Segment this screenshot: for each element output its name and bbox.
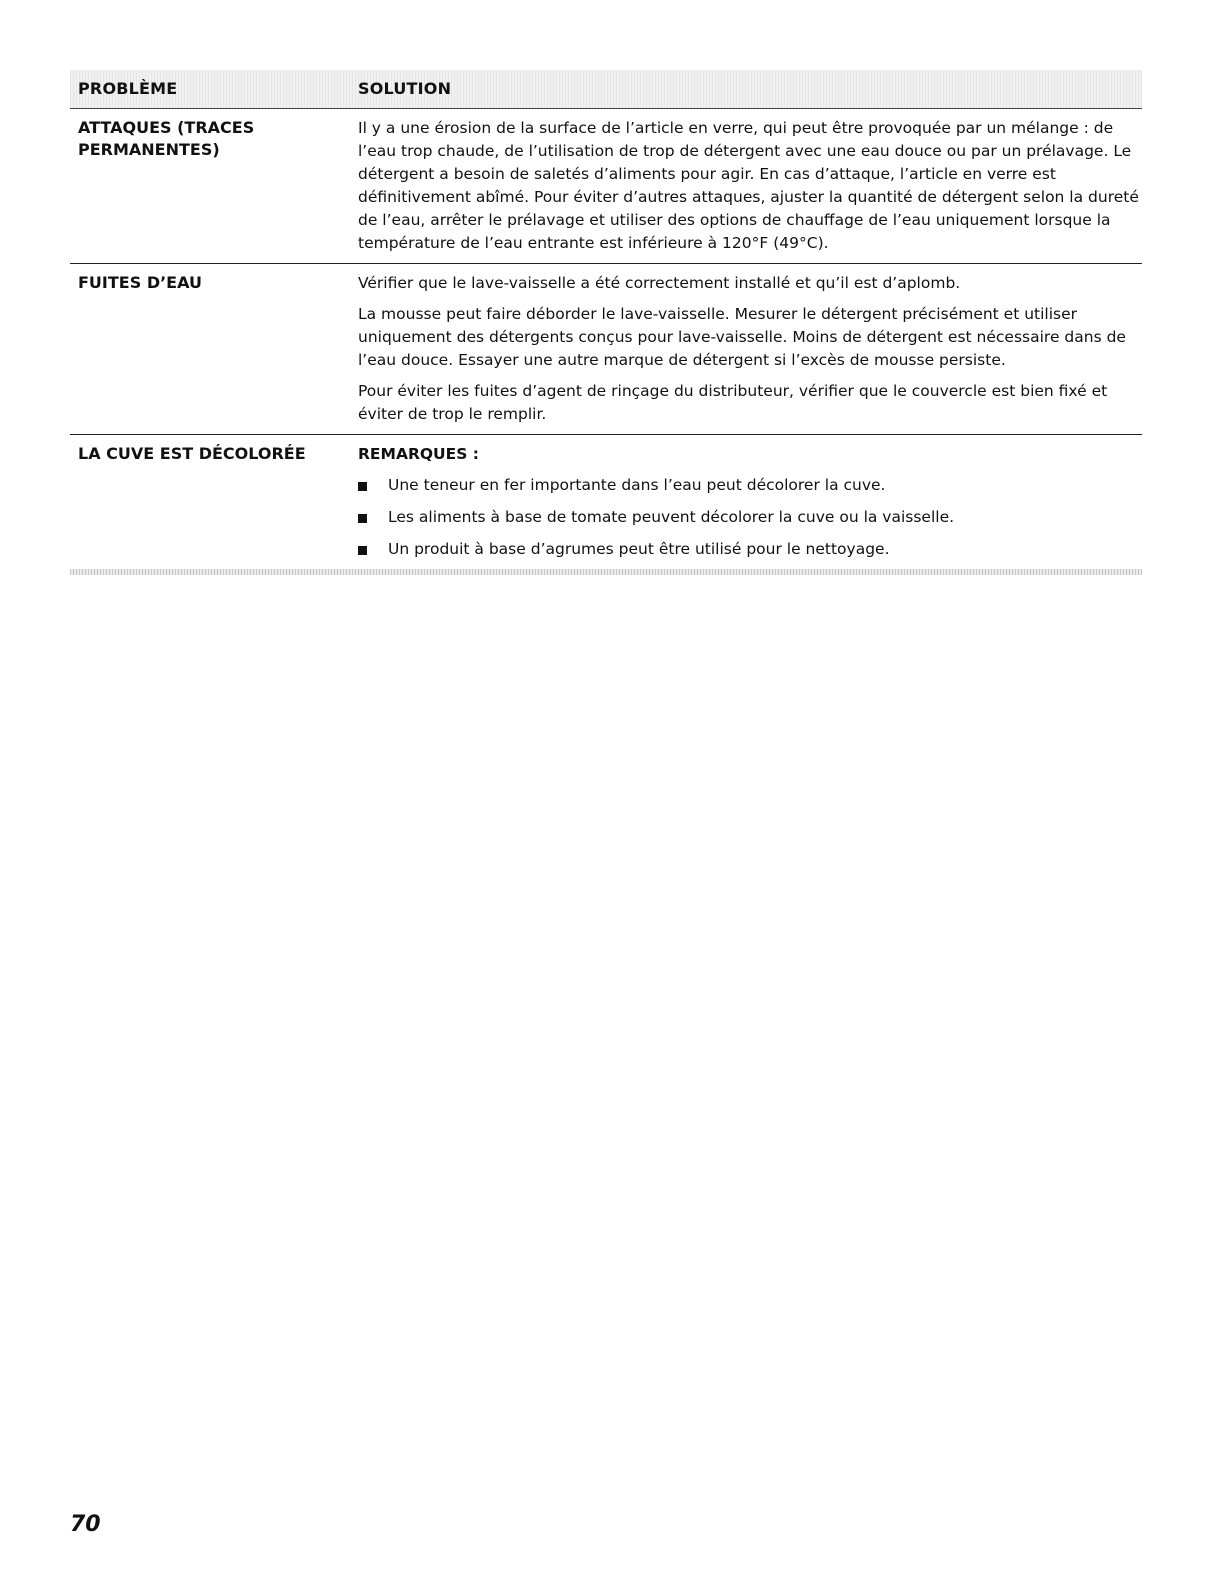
list-item-text: Une teneur en fer importante dans l’eau peut décolorer la cuve.: [388, 476, 886, 494]
list-item-text: Les aliments à base de tomate peuvent décolorer la cuve ou la vaisselle.: [388, 508, 955, 526]
list-item: [358, 474, 1142, 497]
list-item: [358, 538, 1142, 561]
problem-cell: ATTAQUES (TRACES PERMANENTES): [78, 118, 255, 159]
problem-cell: FUITES D’EAU: [78, 273, 202, 292]
solution-paragraph: La mousse peut faire déborder le lave-vaisselle. Mesurer le détergent précisément et utiliser uniquement des détergents conçus pour lave-vaisselle. Moins de détergent est nécessaire dans de l’eau douce. Essayer une autre marque de détergent si l’excès de mousse persiste.: [358, 305, 1126, 369]
square-bullet-icon: [358, 482, 367, 491]
table-row: [70, 264, 1142, 435]
table-row: [70, 435, 1142, 569]
solution-cell: [358, 435, 1142, 569]
list-item: [358, 506, 1142, 529]
solution-paragraph: Vérifier que le lave-vaisselle a été correctement installé et qu’il est d’aplomb.: [358, 274, 961, 292]
solution-cell: [358, 264, 1142, 434]
solution-paragraph: Il y a une érosion de la surface de l’article en verre, qui peut être provoquée par un mélange : de l’eau trop chaude, de l’utilisation de trop de détergent avec une eau douce ou par un prélavage. Le détergent a besoin de saletés d’aliments pour agir. En cas d’attaque, l’article en verre est définitivement abîmé. Pour éviter d’autres attaques, ajuster la quantité de détergent selon la dureté de l’eau, arrêter le prélavage et utiliser des options de chauffage de l’eau uniquement lorsque la température de l’eau entrante est inférieure à 120°F (49°C).: [358, 119, 1139, 252]
troubleshooting-table: [70, 70, 1142, 575]
table-row: [70, 109, 1142, 264]
page-number: 70: [70, 1512, 101, 1537]
header-problem: PROBLÈME: [78, 79, 178, 98]
remarks-title: REMARQUES :: [358, 445, 479, 463]
square-bullet-icon: [358, 514, 367, 523]
list-item-text: Un produit à base d’agrumes peut être utilisé pour le nettoyage.: [388, 540, 890, 558]
header-solution: SOLUTION: [358, 79, 452, 98]
square-bullet-icon: [358, 546, 367, 555]
solution-cell: [358, 109, 1142, 263]
problem-cell: LA CUVE EST DÉCOLORÉE: [78, 444, 306, 463]
solution-paragraph: Pour éviter les fuites d’agent de rinçage du distributeur, vérifier que le couvercle est bien fixé et éviter de trop le remplir.: [358, 382, 1108, 423]
table-header: [70, 70, 1142, 109]
remarks-list: [358, 474, 1142, 561]
table-bottom-rule: [70, 569, 1142, 575]
